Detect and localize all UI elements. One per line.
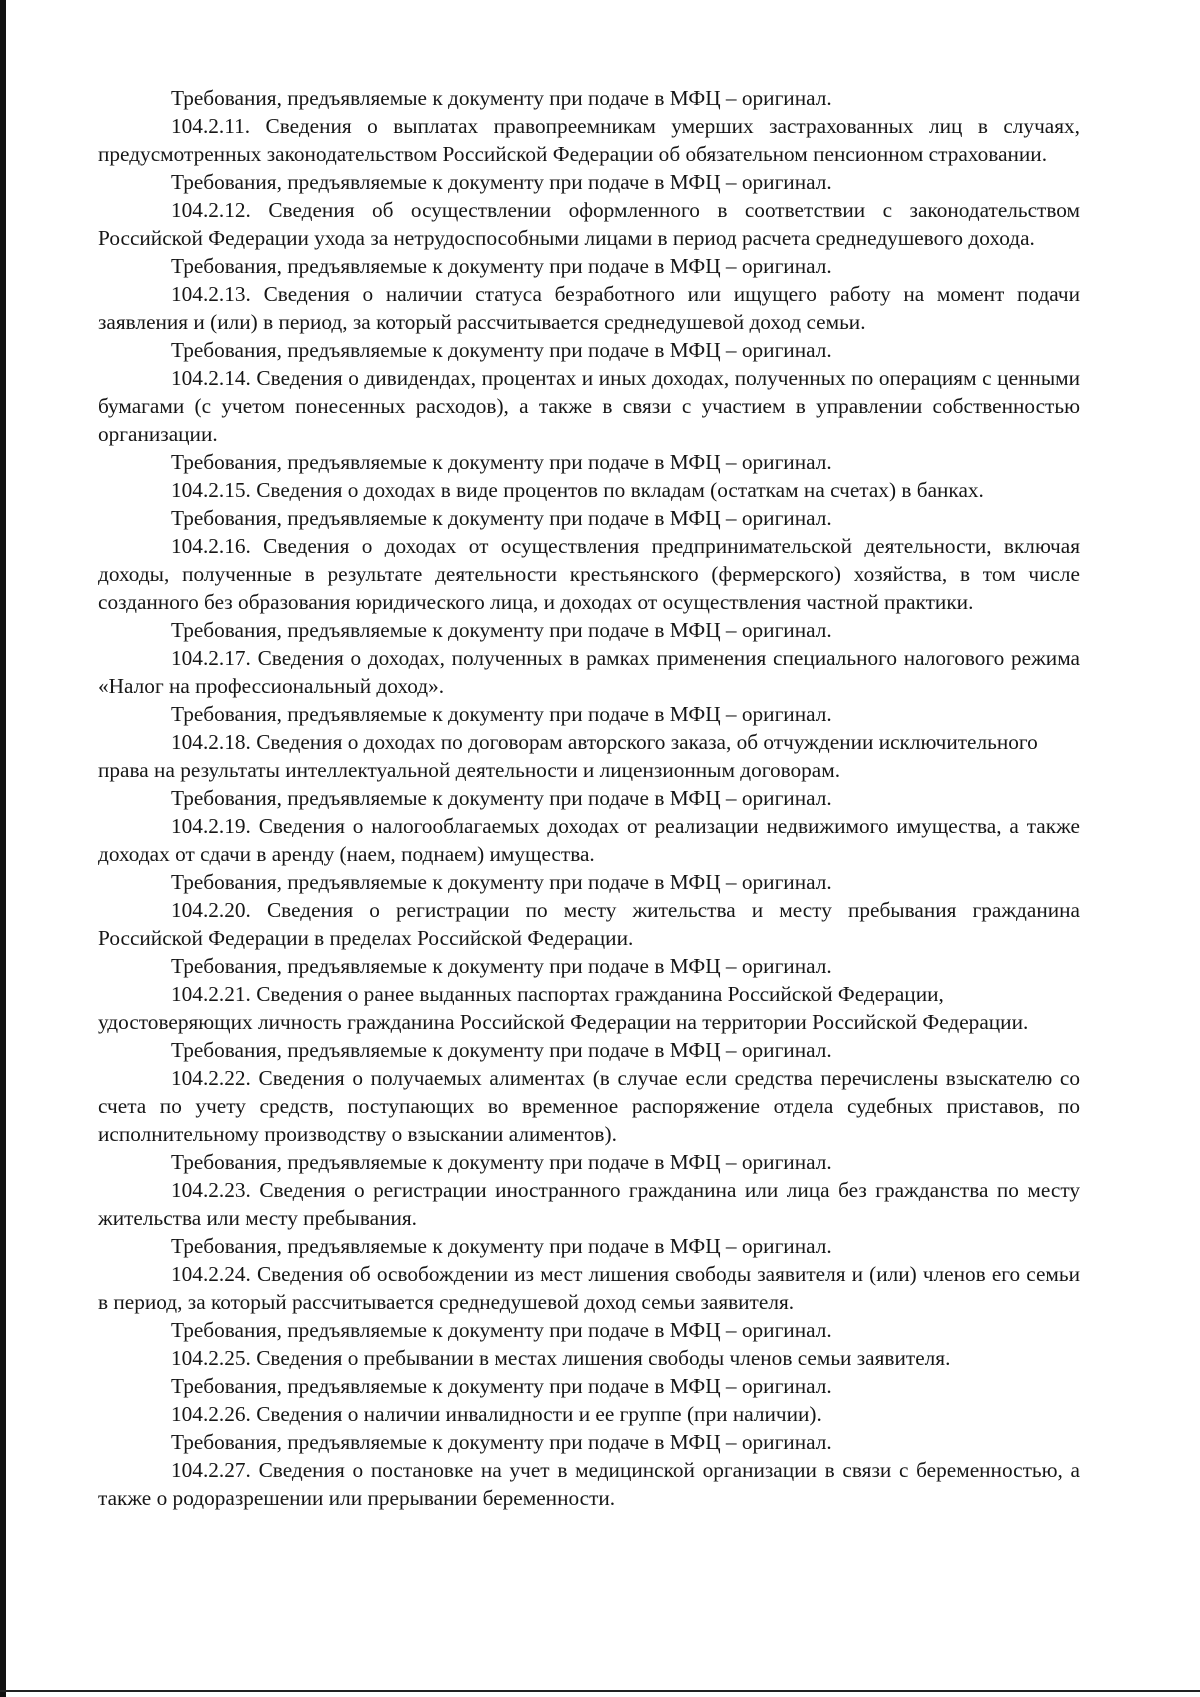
paragraph-requirements: Требования, предъявляемые к документу при подаче в МФЦ – оригинал. [171,702,832,726]
paragraph-104-2-23: 104.2.23. Сведения о регистрации иностранного гражданина или лица без гражданства по месту жительства или месту пребывания. [98,1178,1080,1230]
paragraph-104-2-12: 104.2.12. Сведения об осуществлении оформленного в соответствии с законодательством Российской Федерации ухода за нетрудоспособными лицами в период расчета среднедушевого дохода. [98,198,1080,250]
paragraph-104-2-24: 104.2.24. Сведения об освобождении из мест лишения свободы заявителя и (или) членов его семьи в период, за который рассчитывается среднедушевой доход семьи заявителя. [98,1262,1080,1314]
paragraph-requirements: Требования, предъявляемые к документу при подаче в МФЦ – оригинал. [171,1430,832,1454]
paragraph-requirements: Требования, предъявляемые к документу при подаче в МФЦ – оригинал. [171,1374,832,1398]
scan-bottom-rule [0,1690,1200,1692]
paragraph-requirements: Требования, предъявляемые к документу при подаче в МФЦ – оригинал. [171,786,832,810]
paragraph-requirements: Требования, предъявляемые к документу при подаче в МФЦ – оригинал. [171,254,832,278]
paragraph-104-2-13: 104.2.13. Сведения о наличии статуса безработного или ищущего работу на момент подачи заявления и (или) в период, за который рассчитывается среднедушевой доход семьи. [98,282,1080,334]
paragraph-104-2-16: 104.2.16. Сведения о доходах от осуществления предпринимательской деятельности, включая доходы, полученные в результате деятельности крестьянского (фермерского) хозяйства, в том числе созданного без образования юридического лица, и доходах от осуществления частной практики. [98,534,1080,614]
paragraph-104-2-22: 104.2.22. Сведения о получаемых алиментах (в случае если средства перечислены взыскателю со счета по учету средств, поступающих во временное распоряжение отдела судебных приставов, по исполнительному производству о взыскании алиментов). [98,1066,1080,1146]
paragraph-requirements: Требования, предъявляемые к документу при подаче в МФЦ – оригинал. [171,338,832,362]
paragraph-requirements: Требования, предъявляемые к документу при подаче в МФЦ – оригинал. [171,1150,832,1174]
scan-left-edge [0,0,6,1697]
paragraph-104-2-26: 104.2.26. Сведения о наличии инвалидности и ее группе (при наличии). [171,1402,822,1426]
paragraph-104-2-27: 104.2.27. Сведения о постановке на учет в медицинской организации в связи с беременностью, а также о родоразрешении или прерывании беременности. [98,1458,1080,1510]
paragraph-104-2-20: 104.2.20. Сведения о регистрации по месту жительства и месту пребывания гражданина Российской Федерации в пределах Российской Федерации. [98,898,1080,950]
paragraph-requirements: Требования, предъявляемые к документу при подаче в МФЦ – оригинал. [171,954,832,978]
paragraph-requirements: Требования, предъявляемые к документу при подаче в МФЦ – оригинал. [171,1038,832,1062]
paragraph-requirements: Требования, предъявляемые к документу при подаче в МФЦ – оригинал. [171,86,832,110]
paragraph-requirements: Требования, предъявляемые к документу при подаче в МФЦ – оригинал. [171,506,832,530]
paragraph-requirements: Требования, предъявляемые к документу при подаче в МФЦ – оригинал. [171,1234,832,1258]
paragraph-104-2-18: 104.2.18. Сведения о доходах по договорам авторского заказа, об отчуждении исключительного права на результаты интеллектуальной деятельности и лицензионным договорам. [98,730,1038,782]
paragraph-requirements: Требования, предъявляемые к документу при подаче в МФЦ – оригинал. [171,170,832,194]
paragraph-requirements: Требования, предъявляемые к документу при подаче в МФЦ – оригинал. [171,870,832,894]
paragraph-104-2-14: 104.2.14. Сведения о дивидендах, процентах и иных доходах, полученных по операциям с ценными бумагами (с учетом понесенных расходов), а также в связи с участием в управлении собственностью организации. [98,366,1080,446]
paragraph-104-2-15: 104.2.15. Сведения о доходах в виде процентов по вкладам (остаткам на счетах) в банках. [171,478,984,502]
paragraph-104-2-21: 104.2.21. Сведения о ранее выданных паспортах гражданина Российской Федерации, удостоверяющих личность гражданина Российской Федерации на территории Российской Федерации. [98,982,1029,1034]
paragraph-requirements: Требования, предъявляемые к документу при подаче в МФЦ – оригинал. [171,618,832,642]
paragraph-104-2-17: 104.2.17. Сведения о доходах, полученных в рамках применения специального налогового режима «Налог на профессиональный доход». [98,646,1080,698]
paragraph-requirements: Требования, предъявляемые к документу при подаче в МФЦ – оригинал. [171,1318,832,1342]
document-body [98,84,1080,1512]
paragraph-requirements: Требования, предъявляемые к документу при подаче в МФЦ – оригинал. [171,450,832,474]
paragraph-104-2-19: 104.2.19. Сведения о налогооблагаемых доходах от реализации недвижимого имущества, а также доходах от сдачи в аренду (наем, поднаем) имущества. [98,814,1080,866]
paragraph-104-2-11: 104.2.11. Сведения о выплатах правопреемникам умерших застрахованных лиц в случаях, предусмотренных законодательством Российской Федерации об обязательном пенсионном страховании. [98,114,1080,166]
paragraph-104-2-25: 104.2.25. Сведения о пребывании в местах лишения свободы членов семьи заявителя. [171,1346,951,1370]
